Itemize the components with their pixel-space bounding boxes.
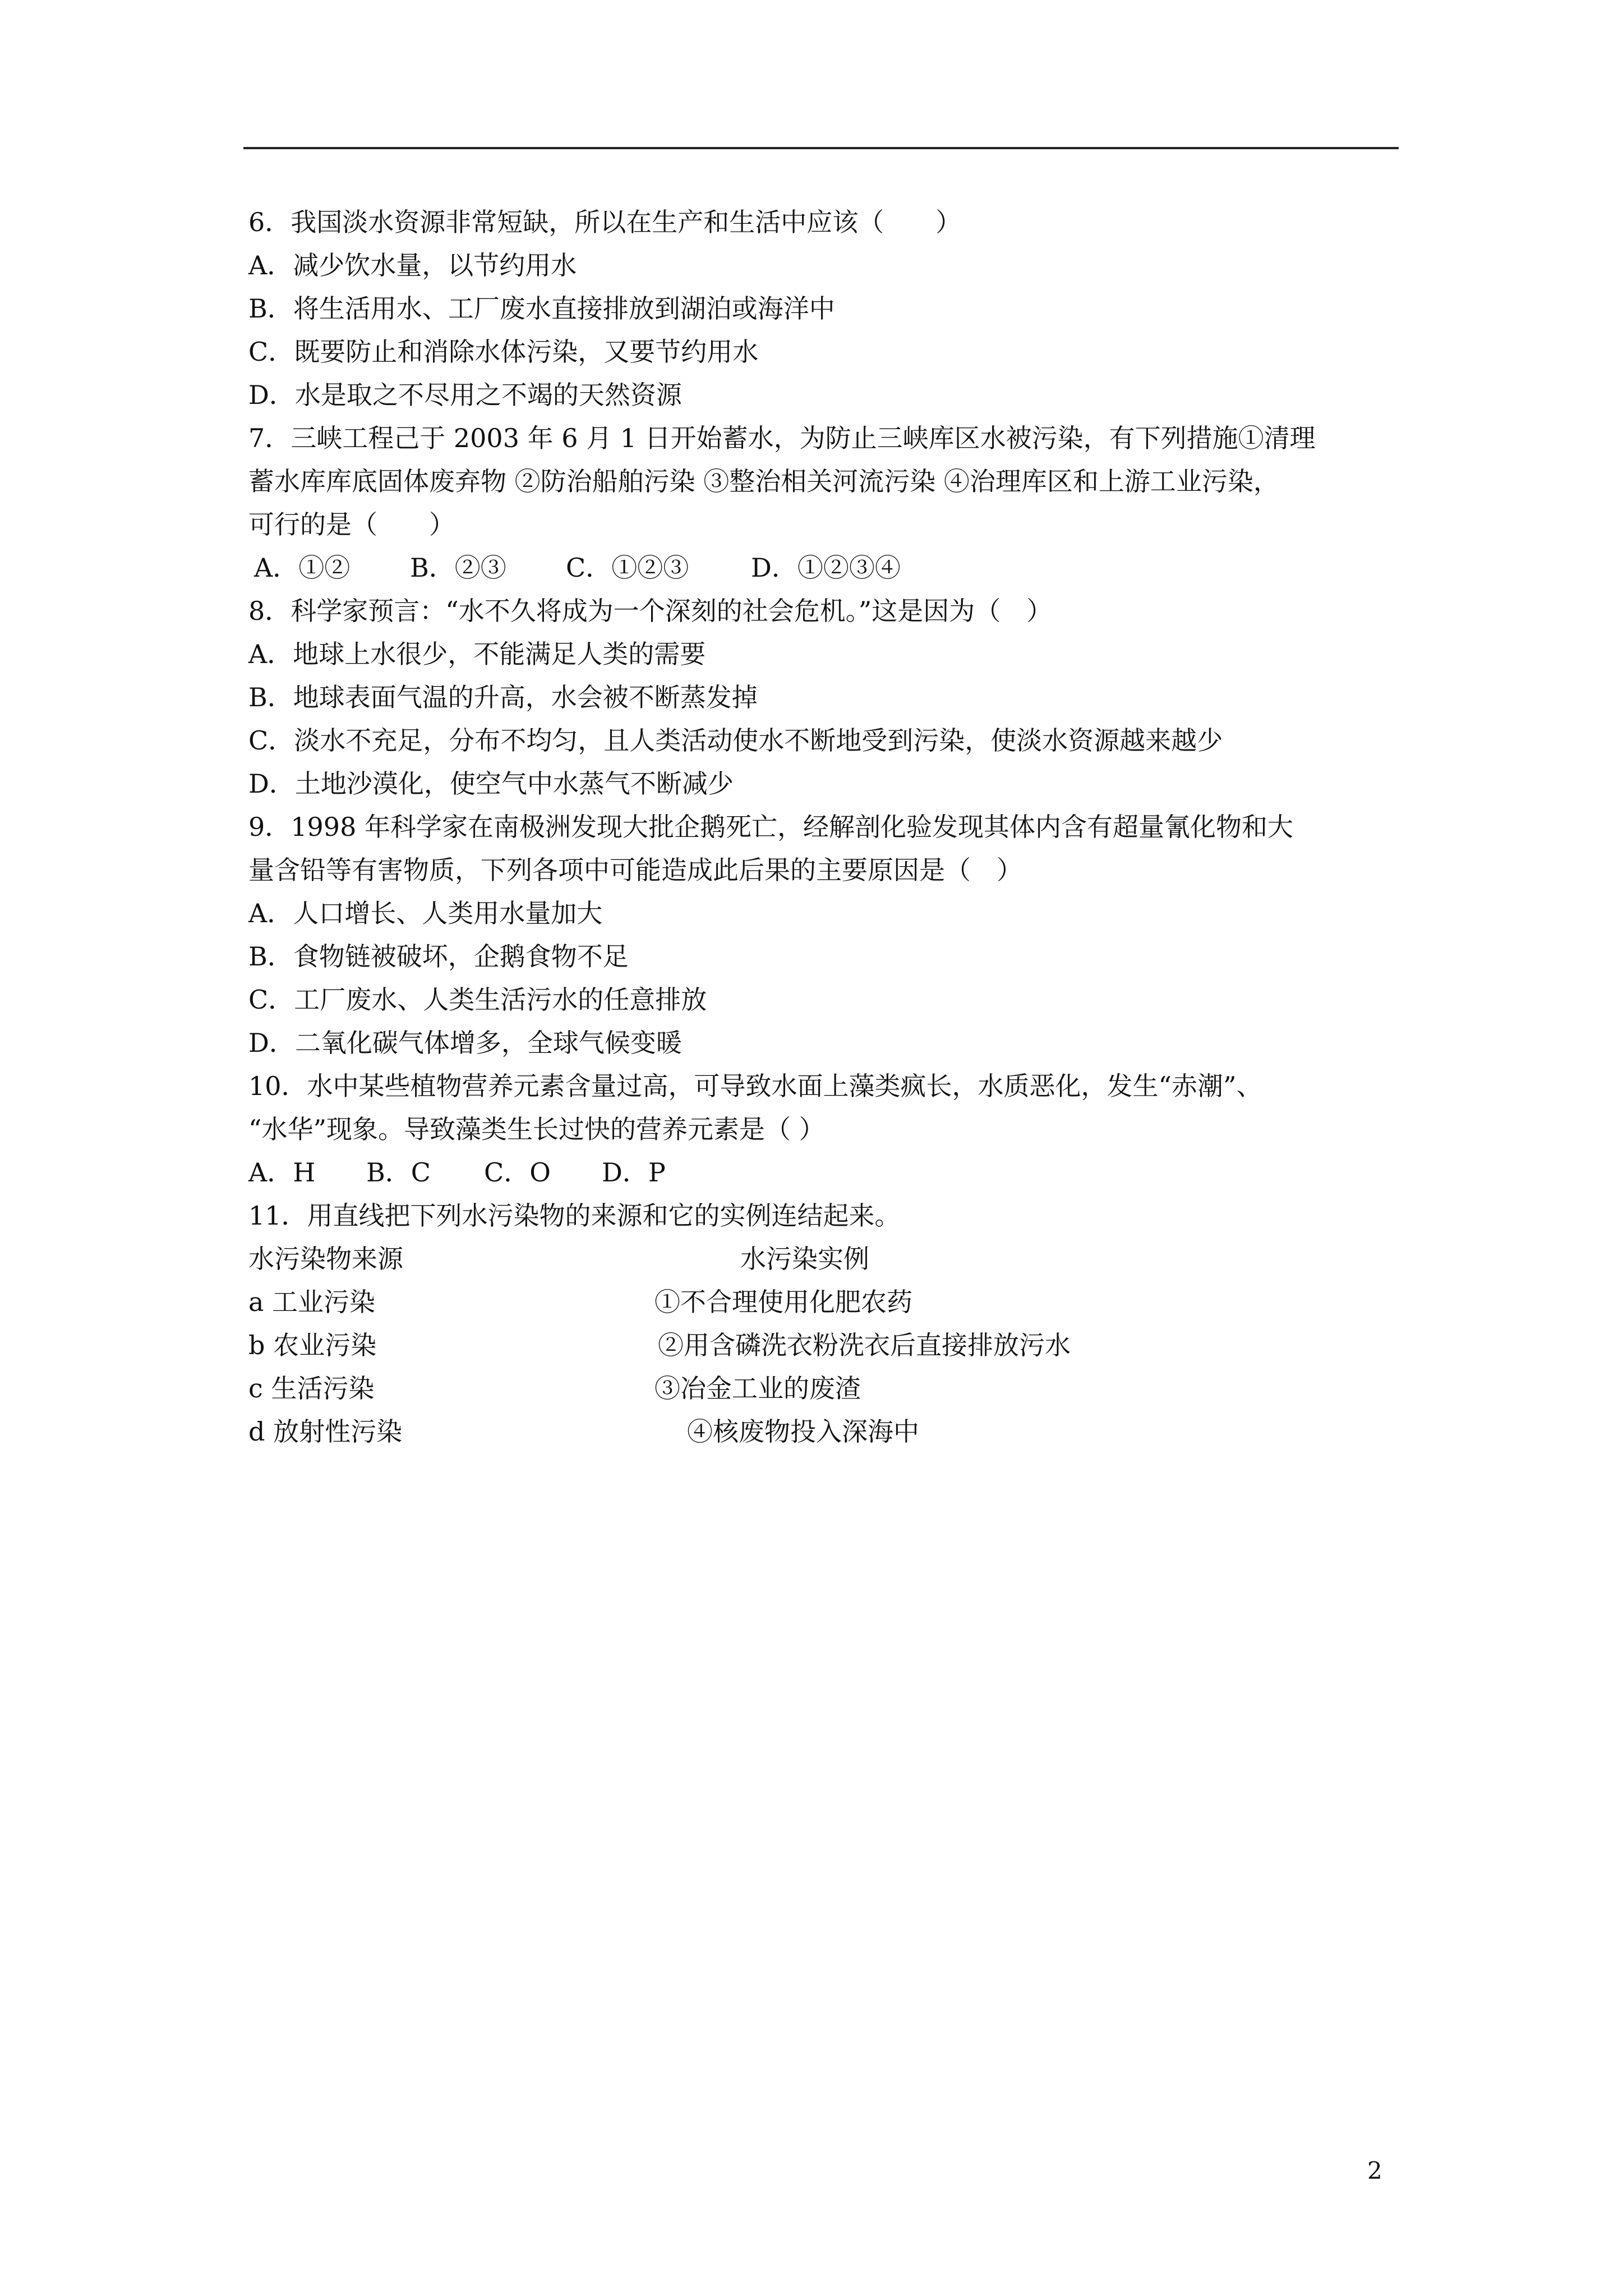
example-1: ①不合理使用化肥农药 [654, 1287, 912, 1317]
example-3: ③冶金工业的废渣 [654, 1373, 861, 1404]
right-column-header: 水污染实例 [740, 1244, 869, 1274]
question-7-stem-line-2: 蓄水库库底固体废弃物 ②防治船舶污染 ③整治相关河流污染 ④治理库区和上游工业污染， [248, 466, 1279, 496]
question-10-option-c: C．O [484, 1157, 551, 1188]
question-6 [248, 201, 1404, 417]
question-8-option-c: C．淡水不充足，分布不均匀，且人类活动使水不断地受到污染，使淡水资源越来越少 [248, 725, 1223, 756]
question-10-stem-line-1: 10．水中某些植物营养元素含量过高，可导致水面上藻类疯长，水质恶化，发生“赤潮”、 [248, 1071, 1262, 1101]
question-10 [248, 1065, 1404, 1194]
example-2: ②用含磷洗衣粉洗衣后直接排放污水 [658, 1330, 1071, 1360]
question-10-options [248, 1151, 1404, 1194]
question-9-stem-line-2: 量含铅等有害物质，下列各项中可能造成此后果的主要原因是（ ） [248, 855, 1022, 885]
question-10-option-a: A．H [248, 1157, 316, 1188]
question-9-option-a: A．人口增长、人类用水量加大 [248, 898, 603, 928]
question-7-option-b: B．②③ [410, 553, 506, 583]
matching-row-d [248, 1410, 1404, 1453]
matching-row-b [248, 1324, 1404, 1367]
source-a: a 工业污染 [248, 1287, 376, 1317]
question-6-option-d: D．水是取之不尽用之不竭的天然资源 [248, 380, 682, 410]
matching-row-c [248, 1367, 1404, 1410]
question-6-option-a: A．减少饮水量，以节约用水 [248, 250, 577, 280]
question-6-stem: 6．我国淡水资源非常短缺，所以在生产和生活中应该（ ） [248, 207, 962, 237]
question-11-stem: 11．用直线把下列水污染物的来源和它的实例连结起来。 [248, 1200, 901, 1231]
document-body [248, 201, 1404, 1453]
header-rule [243, 147, 1399, 149]
question-8-option-b: B．地球表面气温的升高，水会被不断蒸发掉 [248, 682, 758, 712]
source-b: b 农业污染 [248, 1330, 377, 1360]
question-7-options [248, 546, 1404, 590]
question-7-stem-line-3: 可行的是（ ） [248, 509, 455, 540]
matching-header-row [248, 1237, 1404, 1281]
source-c: c 生活污染 [248, 1373, 375, 1404]
question-10-stem-line-2: “水华”现象。导致藻类生长过快的营养元素是（ ） [248, 1114, 825, 1144]
example-4: ④核废物投入深海中 [687, 1416, 919, 1447]
question-8-stem: 8．科学家预言：“水不久将成为一个深刻的社会危机。”这是因为（ ） [248, 596, 1053, 626]
question-7-option-c: C．①②③ [566, 553, 689, 583]
question-7-option-d: D．①②③④ [751, 553, 901, 583]
left-column-header: 水污染物来源 [248, 1244, 403, 1274]
question-8-option-a: A．地球上水很少，不能满足人类的需要 [248, 639, 706, 669]
question-10-option-b: B．C [366, 1157, 431, 1188]
question-6-option-b: B．将生活用水、工厂废水直接排放到湖泊或海洋中 [248, 293, 835, 324]
question-10-option-d: D．P [602, 1157, 666, 1188]
question-9-option-c: C．工厂废水、人类生活污水的任意排放 [248, 984, 707, 1015]
question-6-option-c: C．既要防止和消除水体污染，又要节约用水 [248, 337, 759, 367]
source-d: d 放射性污染 [248, 1416, 403, 1447]
page-number: 2 [1367, 2157, 1382, 2184]
question-9-stem-line-1: 9．1998 年科学家在南极洲发现大批企鹅死亡，经解剖化验发现其体内含有超量氰化物和大 [248, 812, 1293, 842]
question-9-option-b: B．食物链被破坏，企鹅食物不足 [248, 941, 629, 972]
question-7-option-a: A．①② [254, 553, 351, 583]
question-8 [248, 590, 1404, 806]
question-9 [248, 806, 1404, 1065]
matching-row-a [248, 1281, 1404, 1324]
question-8-option-d: D．土地沙漠化，使空气中水蒸气不断减少 [248, 769, 734, 799]
question-7 [248, 417, 1404, 590]
question-7-stem-line-1: 7．三峡工程己于 2003 年 6 月 1 日开始蓄水，为防止三峡库区水被污染，有下列措施①清理 [248, 423, 1316, 453]
question-9-option-d: D．二氧化碳气体增多，全球气候变暖 [248, 1028, 682, 1058]
question-11 [248, 1194, 1404, 1453]
